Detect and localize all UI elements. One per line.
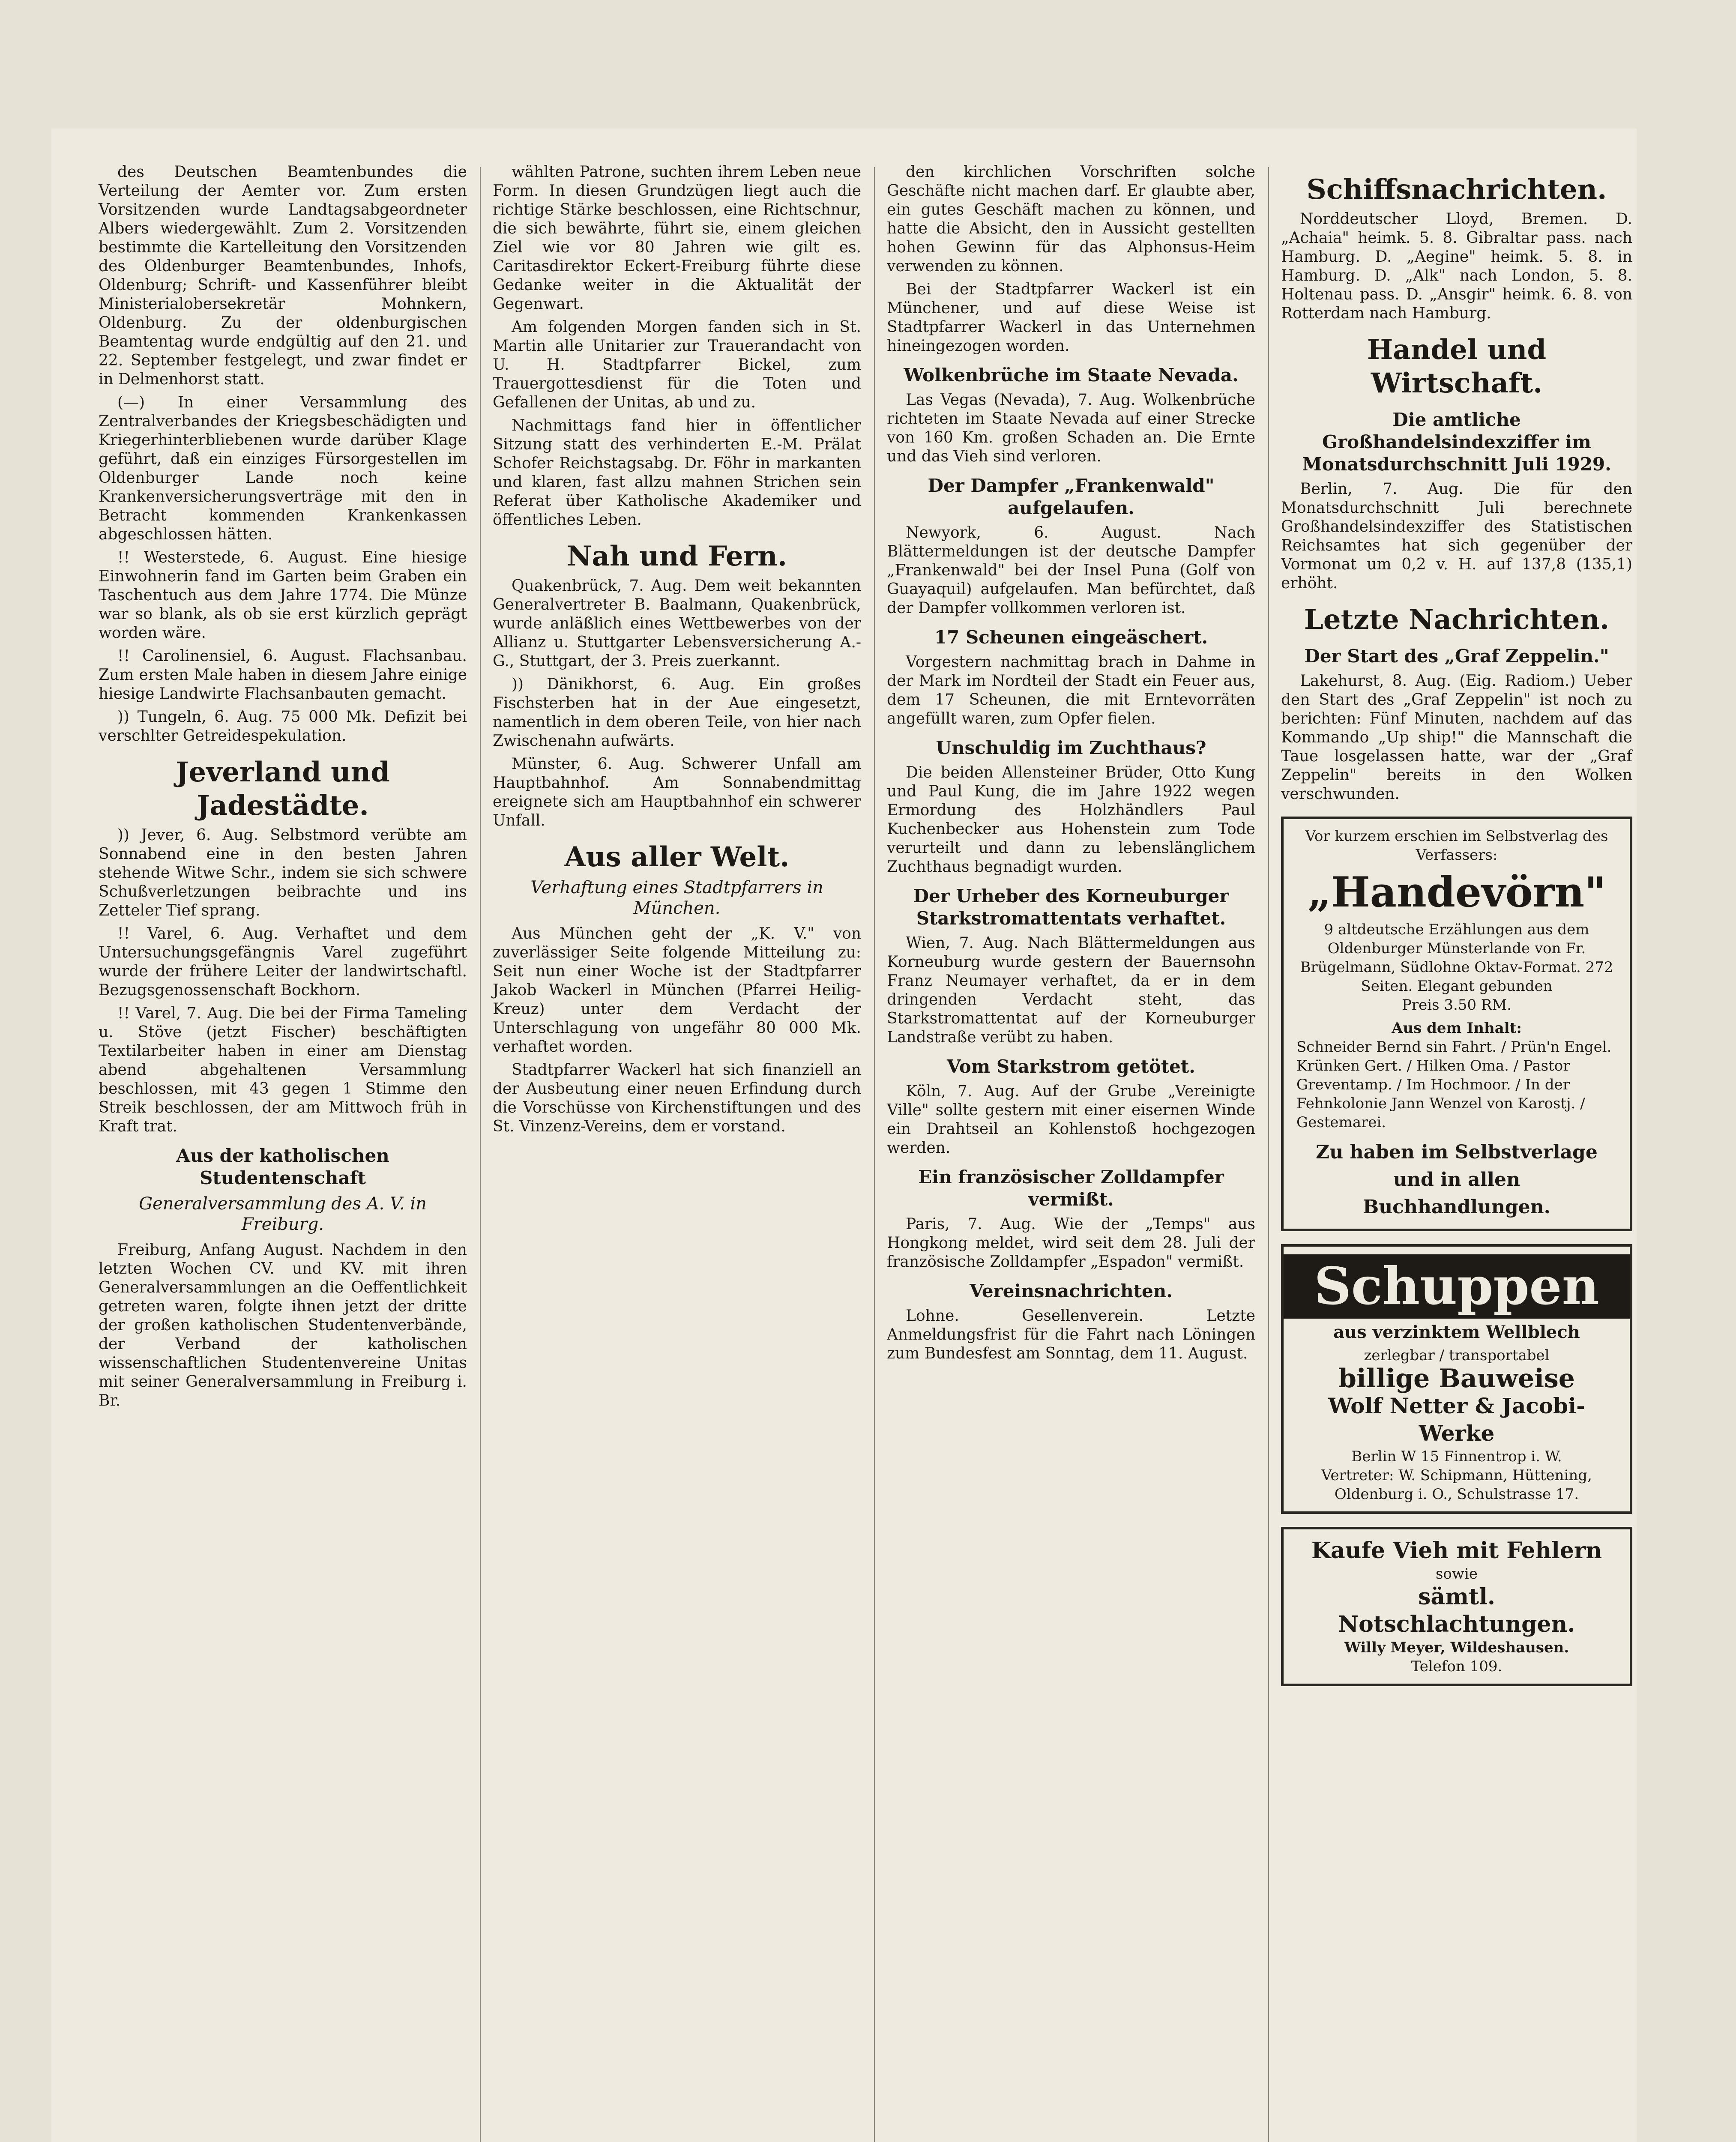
book-advertisement [1281, 817, 1632, 1231]
column-1 [99, 163, 467, 1415]
article-paragraph: !! Varel, 7. Aug. Die bei der Firma Tameling u. Stöve (jetzt Fischer) beschäftigten Textilarbeiter haben in einer am Dienstag abend abgehaltenen Versammlung beschlossen, mit 43 gegen 1 Stimme den Streik beschlossen, der am Mittwoch früh in Kraft trat. [99, 1005, 467, 1135]
ad-contents: Schneider Bernd sin Fahrt. / Prün'n Engel. Krünken Gert. / Hilken Oma. / Pastor Greventamp. / Im Hochmoor. / In der Fehnkolonie Jann Wenzel von Karostj. / Gestemarei. [1296, 1038, 1612, 1131]
article-paragraph: Köln, 7. Aug. Auf der Grube „Vereinigte Ville" sollte gestern mit einer eisernen Winde ein Drahtseil an Kohlenstoß hochgezogen werden. [887, 1083, 1255, 1157]
section-heading: Vereinsnachrichten. [970, 1280, 1173, 1301]
article-paragraph: Am folgenden Morgen fanden sich in St. Martin alle Unitarier zur Trauerandacht von U. H. Stadtpfarrer Bickel, zum Trauergottesdienst für die Toten und Gefallenen der Unitas, ab und zu. [493, 318, 861, 411]
section-heading: Jeverland und Jadestädte. [176, 756, 390, 822]
section-heading: Handel und Wirtschaft. [1367, 334, 1547, 399]
article-paragraph: !! Varel, 6. Aug. Verhaftet und dem Untersuchungsgefängnis Varel zugeführt wurde der frühere Leiter der landwirtschaftl. Bezugsgenossenschaft Bockhorn. [99, 925, 467, 999]
section-heading: Letzte Nachrichten. [1304, 604, 1610, 636]
vieh-advertisement [1281, 1527, 1632, 1686]
article-paragraph: )) Dänikhorst, 6. Aug. Ein großes Fischsterben hat in der Aue eingesetzt, namentlich in dem oberen Teile, von hier nach Zwischenahn aufwärts. [493, 676, 861, 750]
schuppen-advertisement [1281, 1244, 1632, 1514]
column-4-articles [1281, 173, 1632, 804]
section-heading: Generalversammlung des A. V. in Freiburg. [139, 1194, 427, 1234]
article-paragraph: wählten Patrone, suchten ihrem Leben neue Form. In diesen Grundzügen liegt auch die richtige Stärke beschlossen, eine Richtschnur, die sich bewährte, führt sie, einem gleichen Ziel wie vor 80 Jahren wie gilt es. Caritasdirektor Eckert-Freiburg führte diese Gedanke weiter in die Aktualität der Gegenwart. [493, 163, 861, 313]
ad-schuppen-sub2: zerlegbar / transportabel [1364, 1347, 1550, 1364]
article-paragraph: Wien, 7. Aug. Nach Blättermeldungen aus Korneuburg wurde gestern der Bauernsohn Franz Neumayer verhaftet, da er in dem dringenden Verdacht steht, das Starkstromattentat auf der Korneuburger Landstraße verübt zu haben. [887, 934, 1255, 1046]
ad-availability: Zu haben im Selbstverlage und in allen Buchhandlungen. [1316, 1141, 1598, 1218]
article-paragraph: Berlin, 7. Aug. Die für den Monatsdurchschnitt Juli berechnete Großhandelsindexziffer des Statistischen Reichsamtes hat sich gegenüber der Vormonat um 0,2 v. H. auf 137,8 (135,1) erhöht. [1281, 480, 1632, 592]
article-paragraph: Aus München geht der „K. V." von zuverlässiger Seite folgende Mitteilung zu: Seit nun einer Woche ist der Stadtpfarrer Jakob Wackerl in München (Pfarrei Heilig-Kreuz) unter dem Verdacht der Unterschlagung von ungefähr 80 000 Mk. verhaftet worden. [493, 925, 861, 1056]
section-heading: Aus der katholischen Studentenschaft [176, 1145, 389, 1188]
article-paragraph: )) Tungeln, 6. Aug. 75 000 Mk. Defizit bei verschlter Getreidespekulation. [99, 708, 467, 745]
section-heading: Nah und Fern. [566, 540, 787, 572]
article-paragraph: Norddeutscher Lloyd, Bremen. D. „Achaia" heimk. 5. 8. Gibraltar pass. nach Hamburg. D. „Aegine" heimk. 5. 8. in Hamburg. D. „Alk" nach London, 5. 8. Holtenau pass. D. „Ansgir" heimk. 6. 8. von Rotterdam nach Hamburg. [1281, 210, 1632, 322]
article-paragraph: Nachmittags fand hier in öffentlicher Sitzung statt des verhinderten E.-M. Prälat Schofer Reichstagsabg. Dr. Föhr in markanten und klaren, fast allzu mahnen Strichen sein Referat über Katholische Akademiker und öffentliches Leben. [493, 417, 861, 529]
ad-book-desc: 9 altdeutsche Erzählungen aus dem Oldenburger Münsterlande von Fr. Brügelmann, Südlohne Oktav-Format. 272 Seiten. Elegant gebunden [1300, 921, 1613, 995]
column-4 [1281, 163, 1632, 1686]
article-paragraph: )) Jever, 6. Aug. Selbstmord verübte am Sonnabend eine in den besten Jahren stehende Witwe Schr., indem sie sich schwere Schußverletzungen beibrachte und ins Zetteler Tief sprang. [99, 826, 467, 919]
ad-company: Wolf Netter & Jacobi-Werke [1328, 1393, 1585, 1446]
section-heading: Ein französischer Zolldampfer vermißt. [918, 1167, 1224, 1210]
article-paragraph: des Deutschen Beamtenbundes die Verteilung der Aemter vor. Zum ersten Vorsitzenden wurde Landtagsabgeordneter Albers wiedergewählt. Zum 2. Vorsitzenden bestimmte die Kartelleitung den Vorsitzenden des Oldenburger Beamtenbundes, Inhofs, Oldenburg; Schrift- und Kassenführer bleibt Ministerialobersekretär Mohnkern, Oldenburg. Zu der oldenburgischen Beamtentag wurde endgültig auf den 21. und 22. September festgelegt, und zwar findet er in Delmenhorst statt. [99, 163, 467, 388]
section-heading: Der Urheber des Korneuburger Starkstromattentats verhaftet. [913, 886, 1229, 929]
ad-contents-head: Aus dem Inhalt: [1392, 1020, 1522, 1037]
column-rule [874, 167, 875, 2142]
article-paragraph: Bei der Stadtpfarrer Wackerl ist ein Münchener, und auf diese Weise ist Stadtpfarrer Wackerl in das Unternehmen hineingezogen worden. [887, 281, 1255, 355]
ad-vieh-line1: Kaufe Vieh mit Fehlern [1311, 1538, 1602, 1564]
ad-representative: Vertreter: W. Schipmann, Hüttening, Oldenburg i. O., Schulstrasse 17. [1321, 1467, 1592, 1503]
ad-schuppen-title: Schuppen [1284, 1254, 1630, 1319]
ad-address: Berlin W 15 Finnentrop i. W. [1351, 1448, 1562, 1465]
column-3 [887, 163, 1255, 1367]
article-paragraph: Die beiden Allensteiner Brüder, Otto Kung und Paul Kung, die im Jahre 1922 wegen Ermordung des Holzhändlers Paul Kuchenbecker aus Hohenstein zum Tode verurteilt und dann zu lebenslänglichem Zuchthaus begnadigt wurden. [887, 764, 1255, 876]
ad-vieh-line5: Telefon 109. [1411, 1658, 1503, 1675]
ad-book-price: Preis 3.50 RM. [1401, 996, 1512, 1014]
article-paragraph: Paris, 7. Aug. Wie der „Temps" aus Hongkong meldet, wird seit dem 28. Juli der französische Zolldampfer „Espadon" vermißt. [887, 1215, 1255, 1271]
ad-schuppen-sub1: aus verzinktem Wellblech [1333, 1322, 1580, 1342]
article-paragraph: Quakenbrück, 7. Aug. Dem weit bekannten Generalvertreter B. Baalmann, Quakenbrück, wurde anläßlich eines Wettbewerbes von der Allianz u. Stuttgarter Lebensversicherung A.-G., Stuttgart, der 3. Preis zuerkannt. [493, 577, 861, 670]
article-paragraph: Stadtpfarrer Wackerl hat sich finanziell an der Ausbeutung einer neuen Erfindung durch die Vorschüsse von Kirchenstiftungen und des St. Vinzenz-Vereins, dem er vorstand. [493, 1061, 861, 1135]
section-heading: Schiffsnachrichten. [1306, 174, 1607, 206]
section-heading: Wolkenbrüche im Staate Nevada. [904, 365, 1239, 386]
column-rule [1268, 167, 1269, 2142]
article-paragraph: (—) In einer Versammlung des Zentralverbandes der Kriegsbeschädigten und Kriegerhinterbliebenen wurde darüber Klage geführt, daß ein einziges Fürsorgestellen im Oldenburger Lande noch keine Krankenversicherungsverträge mit den in Betracht kommenden Krankenkassen abgeschlossen hätten. [99, 394, 467, 543]
article-paragraph: Lakehurst, 8. Aug. (Eig. Radiom.) Ueber den Start des „Graf Zeppelin" ist noch zu berichten: Fünf Minuten, nachdem auf das Kommando „Up ship!" die Mannschaft die Taue losgelassen hatte, war der „Graf Zeppelin" bereits in den Wolken verschwunden. [1281, 672, 1632, 803]
column-rule [480, 167, 481, 2142]
section-heading: Der Dampfer „Frankenwald" aufgelaufen. [928, 475, 1215, 518]
section-heading: Vom Starkstrom getötet. [947, 1056, 1195, 1077]
newspaper-page [51, 129, 1637, 2142]
article-paragraph: Freiburg, Anfang August. Nachdem in den letzten Wochen CV. und KV. mit ihren Generalversammlungen an die Oeffentlichkeit getreten waren, folgte ihnen jetzt der dritte der großen katholischen Studentenverbände, der Verband der katholischen wissenschaftlichen Studentenvereine Unitas mit seiner Generalversammlung in Freiburg i. Br. [99, 1241, 467, 1409]
article-paragraph: !! Westerstede, 6. August. Eine hiesige Einwohnerin fand im Garten beim Graben ein Taschentuch aus dem Jahre 1774. Die Münze war so blank, als ob sie erst kürzlich geprägt worden wäre. [99, 549, 467, 642]
article-paragraph: den kirchlichen Vorschriften solche Geschäfte nicht machen darf. Er glaubte aber, ein gutes Geschäft machen zu können, und hatte die Absicht, den in Aussicht gestellten hohen Gewinn für das Alphonsus-Heim verwenden zu können. [887, 163, 1255, 275]
article-paragraph: Münster, 6. Aug. Schwerer Unfall am Hauptbahnhof. Am Sonnabendmittag ereignete sich am Hauptbahnhof ein schwerer Unfall. [493, 755, 861, 829]
ad-vieh-line4: Willy Meyer, Wildeshausen. [1344, 1639, 1569, 1656]
ad-vieh-line3: sämtl. Notschlachtungen. [1338, 1584, 1575, 1637]
article-paragraph: Newyork, 6. August. Nach Blättermeldungen ist der deutsche Dampfer „Frankenwald" bei der Insel Puna (Golf von Guayaquil) aufgelaufen. Man befürchtet, daß der Dampfer vollkommen verloren ist. [887, 524, 1255, 617]
column-2 [493, 163, 861, 1140]
article-paragraph: Las Vegas (Nevada), 7. Aug. Wolkenbrüche richteten im Staate Nevada auf einer Strecke von 160 Km. großen Schaden an. Die Ernte und das Vieh sind verloren. [887, 391, 1255, 465]
ad-vieh-line2: sowie [1435, 1565, 1478, 1583]
ad-book-title: „Handevörn" [1307, 868, 1606, 916]
section-heading: Aus aller Welt. [564, 841, 790, 873]
article-paragraph: Vorgestern nachmittag brach in Dahme in der Mark im Nordteil der Stadt ein Feuer aus, dem 17 Scheunen, die mit Erntevorräten angefüllt waren, zum Opfer fielen. [887, 653, 1255, 727]
section-heading: Die amtliche Großhandelsindexziffer im Monatsdurchschnitt Juli 1929. [1302, 409, 1611, 475]
section-heading: 17 Scheunen eingeäschert. [934, 627, 1208, 648]
section-heading: Der Start des „Graf Zeppelin." [1304, 646, 1609, 667]
ad-schuppen-sub3: billige Bauweise [1338, 1364, 1575, 1394]
ad-intro: Vor kurzem erschien im Selbstverlag des Verfassers: [1305, 828, 1608, 864]
article-paragraph: !! Carolinensiel, 6. August. Flachsanbau. Zum ersten Male haben in diesem Jahre einige hiesige Landwirte Flachsanbauten gemacht. [99, 647, 467, 703]
article-paragraph: Lohne. Gesellenverein. Letzte Anmeldungsfrist für die Fahrt nach Löningen zum Bundesfest am Sonntag, dem 11. August. [887, 1307, 1255, 1362]
section-heading: Verhaftung eines Stadtpfarrers in München. [530, 878, 823, 918]
section-heading: Unschuldig im Zuchthaus? [936, 737, 1206, 758]
